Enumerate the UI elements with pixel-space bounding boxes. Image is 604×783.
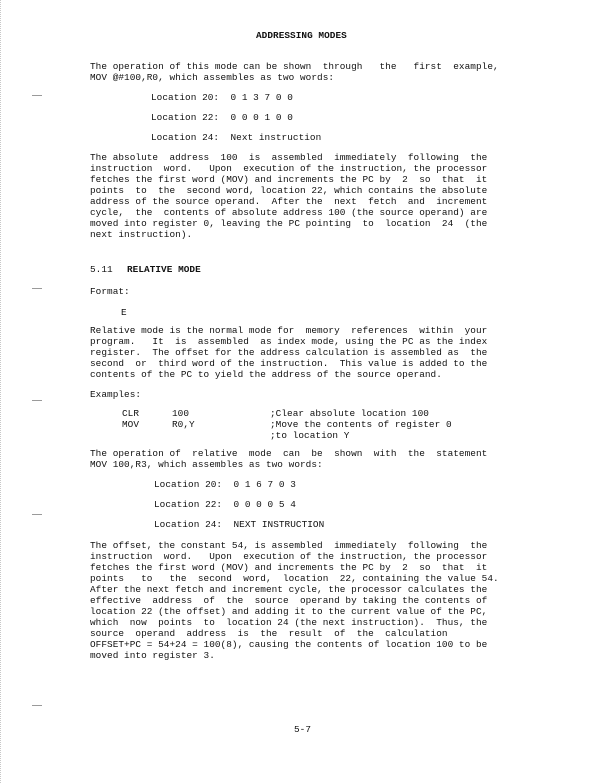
text-line: effective address of the source operand by taking the contents of [90, 595, 488, 606]
text-line: points to the second word, location 22, which contains the absolute [90, 185, 488, 196]
section-title: RELATIVE MODE [127, 264, 201, 275]
text-line: register. The offset for the address calculation is assembled as the [90, 347, 488, 358]
text-line: which now points to location 24 (the next instruction). Thus, the [90, 617, 488, 628]
page-edge [0, 0, 3, 783]
margin-mark [32, 705, 42, 706]
text-line: instruction word. Upon execution of the instruction, the processor [90, 163, 488, 174]
margin-mark [32, 514, 42, 515]
examples-label: Examples: [90, 389, 142, 400]
margin-mark [32, 400, 42, 401]
location-line: Location 22: 0 0 0 1 0 0 [151, 112, 293, 123]
text-line: moved into register 0, leaving the PC pointing to location 24 (the [90, 218, 488, 229]
text-line: MOV @#100,R0, which assembles as two words: [90, 72, 335, 83]
location-line: Location 20: 0 1 6 7 0 3 [154, 479, 296, 490]
section-number: 5.11 [90, 264, 113, 275]
code-operand: 100 [172, 408, 190, 419]
page-header: ADDRESSING MODES [256, 30, 347, 41]
margin-mark [32, 288, 42, 289]
text-line: moved into register 3. [90, 650, 215, 661]
text-line: fetches the first word (MOV) and increments the PC by 2 so that it [90, 174, 488, 185]
code-comment: ;Move the contents of register 0 [270, 419, 452, 430]
page-number: 5-7 [294, 724, 312, 735]
text-line: After the next fetch and increment cycle, the processor calculates the [90, 584, 488, 595]
text-line: points to the second word, location 22, containing the value 54. [90, 573, 499, 584]
text-line: OFFSET+PC = 54+24 = 100(8), causing the contents of location 100 to be [90, 639, 488, 650]
text-line: MOV 100,R3, which assembles as two words: [90, 459, 323, 470]
code-comment: ;to location Y [270, 430, 350, 441]
text-line: next instruction). [90, 229, 193, 240]
text-line: The absolute address 100 is assembled immediately following the [90, 152, 488, 163]
text-line: instruction word. Upon execution of the instruction, the processor [90, 551, 488, 562]
text-line: source operand address is the result of the calculation [90, 628, 448, 639]
text-line: The operation of relative mode can be shown with the statement [90, 448, 488, 459]
location-line: Location 20: 0 1 3 7 0 0 [151, 92, 293, 103]
text-line: program. It is assembled as index mode, using the PC as the index [90, 336, 488, 347]
code-opcode: CLR [122, 408, 140, 419]
code-comment: ;Clear absolute location 100 [270, 408, 429, 419]
format-value: E [121, 307, 127, 318]
text-line: contents of the PC to yield the address of the source operand. [90, 369, 442, 380]
text-line: The operation of this mode can be shown through the first example, [90, 61, 499, 72]
code-opcode: MOV [122, 419, 140, 430]
location-line: Location 24: Next instruction [151, 132, 322, 143]
text-line: fetches the first word (MOV) and increments the PC by 2 so that it [90, 562, 488, 573]
code-operand: R0,Y [172, 419, 195, 430]
location-line: Location 22: 0 0 0 0 5 4 [154, 499, 296, 510]
location-line: Location 24: NEXT INSTRUCTION [154, 519, 325, 530]
format-label: Format: [90, 286, 130, 297]
text-line: second or third word of the instruction. This value is added to the [90, 358, 488, 369]
margin-mark [32, 95, 42, 96]
text-line: cycle, the contents of absolute address 100 (the source operand) are [90, 207, 488, 218]
text-line: Relative mode is the normal mode for memory references within your [90, 325, 488, 336]
text-line: address of the source operand. After the next fetch and increment [90, 196, 488, 207]
text-line: location 22 (the offset) and adding it to the current value of the PC, [90, 606, 488, 617]
text-line: The offset, the constant 54, is assembled immediately following the [90, 540, 488, 551]
